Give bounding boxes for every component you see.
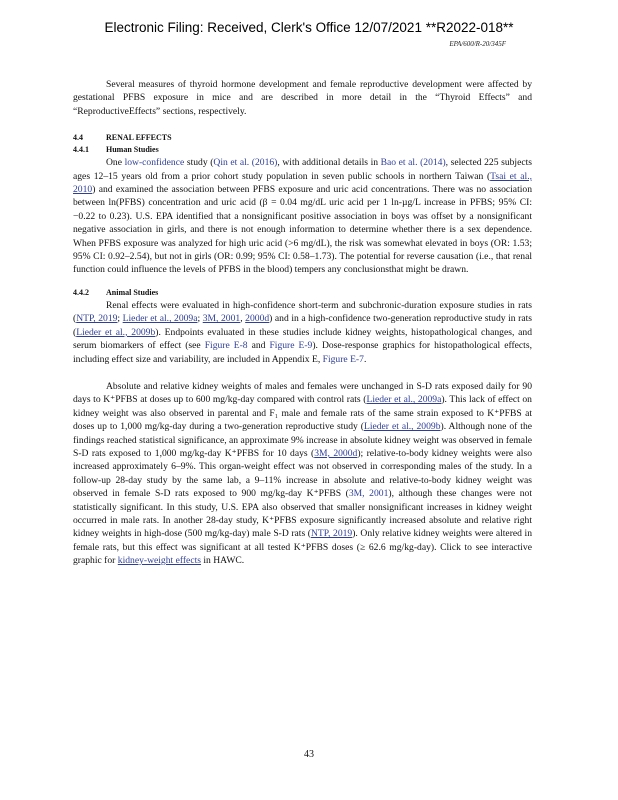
text: ), although these changes were not statistically significant. In this study, U.S. EPA also observed that smaller nonsignificant increases in kidney weight occurred in male rats. In another 28-day study, K⁺PFBS exposure significantly increased absolute and relative right kidney weights in high-dose (500 mg/kg-day) male S-D rats ( [73,488,533,540]
subsection-number: 4.4.2 [73,287,89,297]
animal-studies-paragraph-2 [73,380,532,568]
text: ); relative-to-body kidney weights were also increased approximately 6–9%. This organ-weight effect was not observed in corresponding males of the study. In a follow-up 28-day study by the same lab, a 9–11% increase in absolute and relative-to-body kidney weight was observed in female S-D rats exposed to 900 mg/kg-day K⁺PFBS ( [73,447,532,500]
link-low-confidence[interactable]: low-confidence [124,157,185,169]
text: One [106,157,125,169]
text: and [247,340,270,352]
subsection-number: 4.4.1 [73,145,89,155]
citation-link[interactable]: Lieder et al., 2009a [122,313,198,325]
text: ) and examined the association between PFBS exposure and uric acid concentrations. There was no association between ln(PFBS) concentration and uric acid (β = 0.04 mg/dL uric acid per 1 ln-µg/L increase in PFBS; 95% CI: −0.22 to 0.23). U.S. EPA identified that a nonsignificant positive association in boys was offset by a nonsignificant negative association in girls, and there is not enough information to determine whether there is a sex dependence. When PFBS exposure was analyzed for high uric acid (>6 mg/dL), the risk was somewhat elevated in boys (OR: 1.53; 95% CI: 0.92–2.54), but not in girls (OR: 0.99; 95% CI: 0.58–1.73). The potential for reverse causation (i.e., that renal function could influence the levels of PFBS in the blood) tempers any conclusionsthat might be drawn. [73,184,532,276]
text: Absolute and relative kidney weights of males and females were unchanged in S-D rats exposed daily for 90 days to K⁺PFBS at doses up to 600 mg/kg-day compared with control rats ( [73,380,532,406]
text: ). Only relative kidney weights were altered in female rats, but this effect was significant at all tested K⁺PFBS doses (≥ 62.6 mg/kg-day). Click to see interactive graphic for [73,528,532,567]
text: ). Endpoints evaluated in these studies include kidney weights, histopathological changes, and serum biomarkers of effect (see [73,326,532,352]
subsection-heading-animal [73,287,532,299]
citation-link[interactable]: Lieder et al., 2009b [76,326,156,338]
text: study ( [184,157,214,169]
section-heading-renal [73,132,532,144]
text: Renal effects were evaluated in high-confidence short-term and subchronic-duration exposure studies in rats ( [73,299,532,325]
document-page [73,78,532,568]
figure-link[interactable]: Figure E-7 [322,353,364,365]
text: ). This lack of effect on kidney weight was also observed in parental and F₁ male and female rats of the same strain exposed to K⁺PFBS at doses up to 1,000 mg/kg-day during a two-generation reproductive study ( [73,394,532,433]
citation-link[interactable]: 3M, 2000d [314,447,358,459]
citation-link[interactable]: Lieder et al., 2009b [363,421,441,433]
document-id: EPA/600/R-20/345F [449,40,506,48]
subsection-title: Human Studies [106,145,159,155]
intro-paragraph: Several measures of thyroid hormone development and female reproductive development were affected by gestational PFBS exposure in mice and are described in more detail in the “Thyroid Effects” and “ReproductiveEffects” sections, respectively. [73,79,532,117]
section-number: 4.4 [73,133,83,143]
subsection-heading-human [73,144,532,156]
citation-link[interactable]: 2000d [245,313,270,325]
human-studies-paragraph [73,156,532,277]
citation-link[interactable]: 3M, 2001 [202,313,241,325]
animal-studies-paragraph-1 [73,299,532,366]
filing-stamp-header: Electronic Filing: Received, Clerk's Office 12/07/2021 **R2022-018** [104,20,514,35]
text: ; [197,313,203,325]
citation-link[interactable]: Bao et al. (2014) [380,157,446,169]
citation-link[interactable]: NTP, 2019 [76,313,118,325]
text: , with additional details in [277,157,381,169]
citation-link[interactable]: NTP, 2019 [310,528,353,540]
citation-link[interactable]: Qin et al. (2016) [213,157,278,169]
text: ) and in a high-confidence two-generation reproductive study in rats ( [73,313,532,338]
section-title: RENAL EFFECTS [106,133,172,143]
text: , selected 225 subjects ages 12–15 years old from a prior cohort study population in seven public schools in northern Taiwan ( [73,157,532,182]
citation-link[interactable]: 3M, 2001 [348,488,389,500]
citation-link[interactable]: Lieder et al., 2009a [366,394,442,406]
figure-link[interactable]: Figure E-8 [204,340,248,352]
text: ). Dose-response graphics for histopathological effects, including effect size and variability, are included in Appendix E, [73,340,532,365]
text: ; [117,313,123,325]
text: ). Although none of the findings reached statistical significance, an approximate 9% increase in absolute kidney weight was observed in female S-D rats exposed to 1,000 mg/kg-day K⁺PFBS for 10 days ( [73,421,533,459]
citation-link[interactable]: Tsai et al., 2010 [73,170,532,196]
text: . [363,353,367,365]
hawc-link[interactable]: kidney-weight effects [117,555,201,567]
page-number: 43 [304,749,314,760]
text: , [240,313,246,325]
subsection-title: Animal Studies [106,287,159,297]
figure-link[interactable]: Figure E-9 [269,340,313,352]
text: in HAWC. [200,555,245,567]
